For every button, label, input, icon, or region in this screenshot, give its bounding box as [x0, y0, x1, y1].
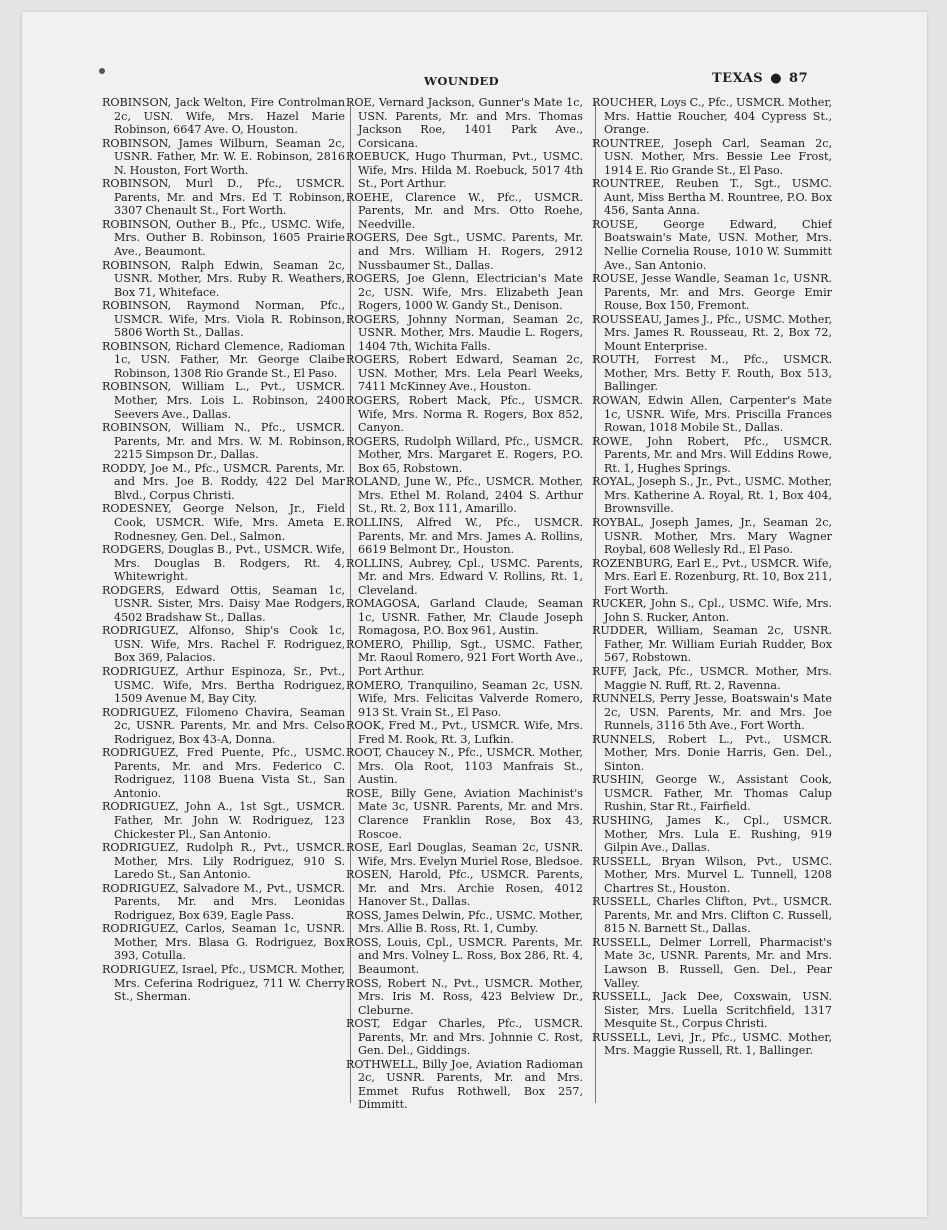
casualty-entry: ROYBAL, Joseph James, Jr., Seaman 2c, USNR. Mother, Mrs. Mary Wagner Roybal, 608 Wellesly Rd., El Paso. — [592, 515, 832, 557]
casualty-entry: ROYAL, Joseph S., Jr., Pvt., USMC. Mother, Mrs. Katherine A. Royal, Rt. 1, Box 404, Brownsville. — [592, 475, 832, 516]
casualty-entry: ROUCHER, Loys C., Pfc., USMCR. Mother, Mrs. Hattie Roucher, 404 Cypress St., Orange. — [592, 96, 832, 137]
casualty-entry: ROGERS, Johnny Norman, Seaman 2c, USNR. Mother, Mrs. Maudie L. Rogers, 1404 7th, Wichita Falls. — [346, 312, 583, 353]
casualty-entry: ROTHWELL, Billy Joe, Aviation Radioman 2c, USNR. Parents, Mr. and Mrs. Emmet Rufus Rothwell, Box 257, Dimmitt. — [346, 1057, 583, 1112]
casualty-entry: RODGERS, Edward Ottis, Seaman 1c, USNR. Sister, Mrs. Daisy Mae Rodgers, 4502 Bradshaw St., Dallas. — [102, 583, 345, 624]
casualty-entry: ROZENBURG, Earl E., Pvt., USMCR. Wife, Mrs. Earl E. Rozenburg, Rt. 10, Box 211, Fort Worth. — [592, 556, 832, 597]
casualty-entry: ROLLINS, Aubrey, Cpl., USMC. Parents, Mr. and Mrs. Edward V. Rollins, Rt. 1, Cleveland. — [346, 556, 583, 597]
casualty-entry: ROBINSON, Richard Clemence, Radioman 1c, USN. Father, Mr. George Claibe Robinson, 1308 Rio Grande St., El Paso. — [102, 339, 345, 380]
page-header — [22, 71, 927, 96]
casualty-entry: RUNNELS, Robert L., Pvt., USMCR. Mother, Mrs. Donie Harris, Gen. Del., Sinton. — [592, 732, 832, 773]
casualty-entry: RODRIGUEZ, Filomeno Chavira, Seaman 2c, USNR. Parents, Mr. and Mrs. Celso Rodriguez, Box 43-A, Donna. — [102, 705, 345, 746]
casualty-entry: ROSS, James Delwin, Pfc., USMC. Mother, Mrs. Allie B. Ross, Rt. 1, Cumby. — [346, 908, 583, 936]
casualty-entry: ROWE, John Robert, Pfc., USMCR. Parents, Mr. and Mrs. Will Eddins Rowe, Rt. 1, Hughes Springs. — [592, 434, 832, 475]
casualty-entry: ROST, Edgar Charles, Pfc., USMCR. Parents, Mr. and Mrs. Johnnie C. Rost, Gen. Del., Giddings. — [346, 1017, 583, 1058]
casualty-entry: RUSSELL, Charles Clifton, Pvt., USMCR. Parents, Mr. and Mrs. Clifton C. Russell, 815 N. Barnett St., Dallas. — [592, 895, 832, 936]
casualty-entry: ROGERS, Joe Glenn, Electrician's Mate 2c, USN. Wife, Mrs. Elizabeth Jean Rogers, 1000 W. Gandy St., Denison. — [346, 272, 583, 313]
casualty-entry: ROMERO, Phillip, Sgt., USMC. Father, Mr. Raoul Romero, 921 Fort Worth Ave., Port Arthur. — [346, 637, 583, 678]
casualty-entry: RUDDER, William, Seaman 2c, USNR. Father, Mr. William Euriah Rudder, Box 567, Robstown. — [592, 624, 832, 665]
casualty-entry: ROLLINS, Alfred W., Pfc., USMCR. Parents, Mr. and Mrs. James A. Rollins, 6619 Belmont Dr., Houston. — [346, 515, 583, 557]
casualty-entry: RUSSELL, Levi, Jr., Pfc., USMC. Mother, Mrs. Maggie Russell, Rt. 1, Ballinger. — [592, 1030, 832, 1058]
casualty-entry: ROBINSON, James Wilburn, Seaman 2c, USNR. Father, Mr. W. E. Robinson, 2816 N. Houston, Fort Worth. — [102, 136, 345, 177]
casualty-entry: ROUSE, Jesse Wandle, Seaman 1c, USNR. Parents, Mr. and Mrs. George Emir Rouse, Box 150, Fremont. — [592, 272, 832, 313]
casualty-entry: ROGERS, Dee Sgt., USMC. Parents, Mr. and Mrs. William H. Rogers, 2912 Nussbaumer St., Dallas. — [346, 231, 583, 272]
casualty-entry: ROUTH, Forrest M., Pfc., USMCR. Mother, Mrs. Betty F. Routh, Box 513, Ballinger. — [592, 353, 832, 394]
document-page — [22, 12, 927, 1217]
column-right — [592, 96, 832, 1112]
casualty-entry: RODRIGUEZ, Fred Puente, Pfc., USMC. Parents, Mr. and Mrs. Federico C. Rodriguez, 1108 Buena Vista St., San Antonio. — [102, 746, 345, 800]
casualty-entry: ROSS, Robert N., Pvt., USMCR. Mother, Mrs. Iris M. Ross, 423 Belview Dr., Cleburne. — [346, 976, 583, 1017]
casualty-entry: ROUNTREE, Reuben T., Sgt., USMC. Aunt, Miss Bertha M. Rountree, P.O. Box 456, Santa Anna. — [592, 177, 832, 218]
casualty-entry: ROLAND, June W., Pfc., USMCR. Mother, Mrs. Ethel M. Roland, 2404 S. Arthur St., Rt. 2, Box 111, Amarillo. — [346, 475, 583, 516]
casualty-entry: ROSEN, Harold, Pfc., USMCR. Parents, Mr. and Mrs. Archie Rosen, 4012 Hanover St., Dallas. — [346, 868, 583, 909]
casualty-entry: ROSE, Earl Douglas, Seaman 2c, USNR. Wife, Mrs. Evelyn Muriel Rose, Bledsoe. — [346, 841, 583, 868]
casualty-entry: ROWAN, Edwin Allen, Carpenter's Mate 1c, USNR. Wife, Mrs. Priscilla Frances Rowan, 1018 Mobile St., Dallas. — [592, 394, 832, 435]
casualty-entry: ROOT, Chaucey N., Pfc., USMCR. Mother, Mrs. Ola Root, 1103 Manfrais St., Austin. — [346, 746, 583, 787]
casualty-entry: ROE, Vernard Jackson, Gunner's Mate 1c, USN. Parents, Mr. and Mrs. Thomas Jackson Roe, 1401 Park Ave., Corsicana. — [346, 96, 583, 150]
running-head: WOUNDED — [424, 74, 499, 88]
casualty-entry: RODRIGUEZ, Israel, Pfc., USMCR. Mother, Mrs. Ceferina Rodriguez, 711 W. Cherry St., Sherman. — [102, 963, 345, 1004]
casualty-entry: ROMAGOSA, Garland Claude, Seaman 1c, USNR. Father, Mr. Claude Joseph Romagosa, P.O. Box 961, Austin. — [346, 597, 583, 638]
casualty-entry: ROBINSON, William N., Pfc., USMCR. Parents, Mr. and Mrs. W. M. Robinson, 2215 Simpson Dr., Dallas. — [102, 421, 345, 462]
column-left — [102, 96, 345, 1112]
casualty-entry: RODRIGUEZ, John A., 1st Sgt., USMCR. Father, Mr. John W. Rodriguez, 123 Chickester Pl., San Antonio. — [102, 800, 345, 841]
casualty-entry: ROUSE, George Edward, Chief Boatswain's Mate, USN. Mother, Mrs. Nellie Cornelia Rouse, 1010 W. Summitt Ave., San Antonio. — [592, 217, 832, 272]
casualty-entry: ROSS, Louis, Cpl., USMCR. Parents, Mr. and Mrs. Volney L. Ross, Box 286, Rt. 4, Beaumont. — [346, 935, 583, 976]
casualty-entry: ROBINSON, Murl D., Pfc., USMCR. Parents, Mr. and Mrs. Ed T. Robinson, 3307 Chenault St., Fort Worth. — [102, 177, 345, 218]
casualty-entry: ROBINSON, Outher B., Pfc., USMC. Wife, Mrs. Outher B. Robinson, 1605 Prairie Ave., Beaumont. — [102, 217, 345, 259]
casualty-entry: ROBINSON, Ralph Edwin, Seaman 2c, USNR. Mother, Mrs. Ruby R. Weathers, Box 71, Whiteface. — [102, 258, 345, 299]
casualty-entry: RODRIGUEZ, Arthur Espinoza, Sr., Pvt., USMC. Wife, Mrs. Bertha Rodriguez, 1509 Avenue M, Bay City. — [102, 664, 345, 706]
casualty-entry: ROGERS, Robert Mack, Pfc., USMCR. Wife, Mrs. Norma R. Rogers, Box 852, Canyon. — [346, 394, 583, 435]
casualty-entry: RODDY, Joe M., Pfc., USMCR. Parents, Mr. and Mrs. Joe B. Roddy, 422 Del Mar Blvd., Corpus Christi. — [102, 461, 345, 502]
casualty-entry: ROBINSON, Jack Welton, Fire Controlman 2c, USN. Wife, Mrs. Hazel Marie Robinson, 6647 Ave. O, Houston. — [102, 96, 345, 137]
casualty-entry: ROGERS, Robert Edward, Seaman 2c, USN. Mother, Mrs. Lela Pearl Weeks, 7411 McKinney Ave., Houston. — [346, 353, 583, 394]
casualty-entry: RUSSELL, Bryan Wilson, Pvt., USMC. Mother, Mrs. Murvel L. Tunnell, 1208 Chartres St., Houston. — [592, 854, 832, 895]
column-middle — [346, 96, 583, 1112]
casualty-entry: RUNNELS, Perry Jesse, Boatswain's Mate 2c, USN. Parents, Mr. and Mrs. Joe Runnels, 3116 5th Ave., Fort Worth. — [592, 692, 832, 733]
casualty-entry: ROBINSON, Raymond Norman, Pfc., USMCR. Wife, Mrs. Viola R. Robinson, 5806 Worth St., Dallas. — [102, 299, 345, 340]
casualty-entry: RUFF, Jack, Pfc., USMCR. Mother, Mrs. Maggie N. Ruff, Rt. 2, Ravenna. — [592, 664, 832, 692]
casualty-entry: RUSSELL, Jack Dee, Coxswain, USN. Sister, Mrs. Luella Scritchfield, 1317 Mesquite St., Corpus Christi. — [592, 990, 832, 1031]
casualty-entry: RUSHING, James K., Cpl., USMCR. Mother, Mrs. Lula E. Rushing, 919 Gilpin Ave., Dallas. — [592, 813, 832, 855]
state-and-page — [712, 71, 808, 86]
casualty-entry: RODRIGUEZ, Alfonso, Ship's Cook 1c, USN. Wife, Mrs. Rachel F. Rodriguez, Box 369, Palacios. — [102, 624, 345, 665]
casualty-entry: RUCKER, John S., Cpl., USMC. Wife, Mrs. John S. Rucker, Anton. — [592, 597, 832, 624]
casualty-entry: ROEHE, Clarence W., Pfc., USMCR. Parents, Mr. and Mrs. Otto Roehe, Needville. — [346, 190, 583, 231]
page-number: 87 — [789, 71, 809, 86]
casualty-entry: RUSHIN, George W., Assistant Cook, USMCR. Father, Mr. Thomas Calup Rushin, Star Rt., Fairfield. — [592, 773, 832, 814]
casualty-entry: RODESNEY, George Nelson, Jr., Field Cook, USMCR. Wife, Mrs. Ameta E. Rodnesney, Gen. Del., Salmon. — [102, 502, 345, 543]
state-name: TEXAS — [712, 71, 764, 86]
casualty-entry: ROSE, Billy Gene, Aviation Machinist's Mate 3c, USNR. Parents, Mr. and Mrs. Clarence Franklin Rose, Box 43, Roscoe. — [346, 786, 583, 841]
casualty-entry: ROEBUCK, Hugo Thurman, Pvt., USMC. Wife, Mrs. Hilda M. Roebuck, 5017 4th St., Port Arthur. — [346, 150, 583, 191]
casualty-entry: ROOK, Fred M., Pvt., USMCR. Wife, Mrs. Fred M. Rook, Rt. 3, Lufkin. — [346, 719, 583, 746]
casualty-entry: ROMERO, Tranquilino, Seaman 2c, USN. Wife, Mrs. Felicitas Valverde Romero, 913 St. Vrain St., El Paso. — [346, 678, 583, 719]
casualty-entry: RODRIGUEZ, Salvadore M., Pvt., USMCR. Parents, Mr. and Mrs. Leonidas Rodriguez, Box 639, Eagle Pass. — [102, 881, 345, 922]
casualty-entry: RODGERS, Douglas B., Pvt., USMCR. Wife, Mrs. Douglas B. Rodgers, Rt. 4, Whitewright. — [102, 543, 345, 584]
bullet-separator: ● — [770, 71, 783, 86]
casualty-entry: ROUNTREE, Joseph Carl, Seaman 2c, USN. Mother, Mrs. Bessie Lee Frost, 1914 E. Rio Grande St., El Paso. — [592, 136, 832, 177]
casualty-entry: RODRIGUEZ, Rudolph R., Pvt., USMCR. Mother, Mrs. Lily Rodriguez, 910 S. Laredo St., San Antonio. — [102, 841, 345, 882]
casualty-entry: ROBINSON, William L., Pvt., USMCR. Mother, Mrs. Lois L. Robinson, 2400 Seevers Ave., Dallas. — [102, 380, 345, 421]
casualty-entry: RUSSELL, Delmer Lorrell, Pharmacist's Mate 3c, USNR. Parents, Mr. and Mrs. Lawson B. Russell, Gen. Del., Pear Valley. — [592, 935, 832, 990]
casualty-entry: ROUSSEAU, James J., Pfc., USMC. Mother, Mrs. James R. Rousseau, Rt. 2, Box 72, Mount Enterprise. — [592, 312, 832, 353]
casualty-entry: ROGERS, Rudolph Willard, Pfc., USMCR. Mother, Mrs. Margaret E. Rogers, P.O. Box 65, Robstown. — [346, 434, 583, 475]
casualty-entry: RODRIGUEZ, Carlos, Seaman 1c, USNR. Mother, Mrs. Blasa G. Rodriguez, Box 393, Cotulla. — [102, 922, 345, 963]
